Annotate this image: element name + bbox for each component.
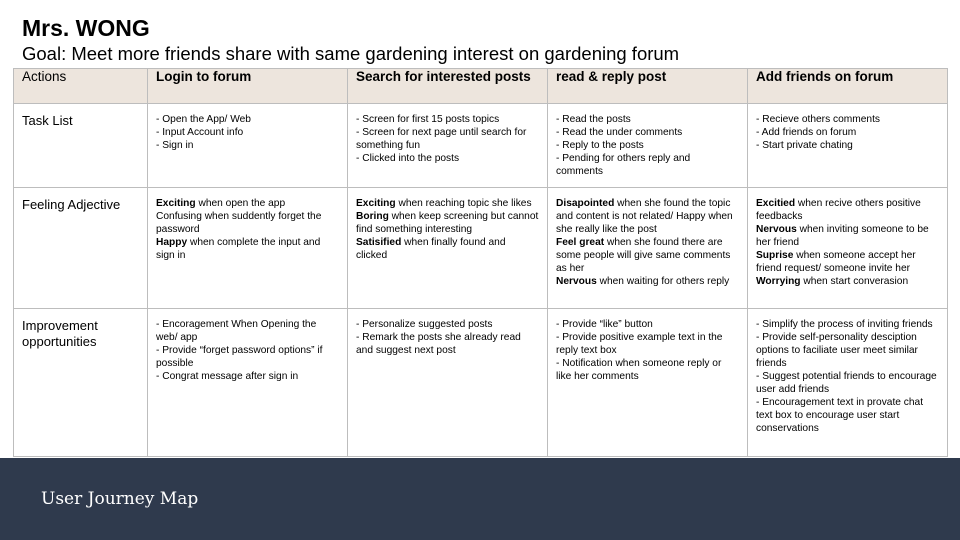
cell-line: Boring when keep screening but cannot find something interesting [356, 211, 539, 235]
footer-title: User Journey Map [41, 489, 199, 509]
row-label: Task List [14, 104, 148, 188]
cell-line-emphasis: Nervous [556, 276, 597, 287]
cell-line: Nervous when inviting someone to be her friend [756, 224, 929, 248]
cell-line: Exciting when reaching topic she likes [356, 198, 532, 209]
journey-map-table [13, 68, 948, 457]
table-cell [748, 188, 948, 309]
table-row-feeling-adjective [14, 188, 948, 309]
header-cell-read-reply: read & reply post [548, 69, 748, 104]
cell-line: - Encouragement text in provate chat text box to encourage user start conservations [756, 397, 924, 434]
table-cell [548, 104, 748, 188]
cell-line: - Start private chating [756, 140, 853, 151]
page-title: Mrs. WONG [22, 15, 150, 41]
table-cell [748, 104, 948, 188]
header-cell-search: Search for interested posts [348, 69, 548, 104]
cell-line-emphasis: Worrying [756, 276, 801, 287]
cell-line: - Screen for next page until search for something fun [356, 127, 527, 151]
cell-line-emphasis: Satisified [356, 237, 402, 248]
cell-line: Worrying when start converasion [756, 276, 909, 287]
cell-line: - Provide positive example text in the reply text box [556, 332, 723, 356]
cell-line: Disapointed when she found the topic and content is not related/ Happy when she really like the post [556, 198, 733, 235]
table-cell [548, 309, 748, 457]
cell-line: - Read the under comments [556, 127, 683, 138]
table-cell [348, 188, 548, 309]
cell-line: - Pending for others reply and comments [556, 153, 691, 177]
cell-line: - Clicked into the posts [356, 153, 460, 164]
cell-line: - Screen for first 15 posts topics [356, 114, 500, 125]
cell-line: Happy when complete the input and sign in [156, 237, 321, 261]
table-cell [348, 309, 548, 457]
cell-line: - Provide self-personality desciption options to faciliate user meet similar friends [756, 332, 918, 369]
cell-line: - Open the App/ Web [156, 114, 251, 125]
cell-line: - Simplify the process of inviting friends [756, 319, 933, 330]
cell-line: Feel great when she found there are some people will give same comments as her [556, 237, 731, 274]
header-cell-actions: Actions [14, 69, 148, 104]
cell-line: - Remark the posts she already read and suggest next post [356, 332, 521, 356]
cell-line: Suprise when someone accept her friend request/ someone invite her [756, 250, 916, 274]
header-cell-add-friends: Add friends on forum [748, 69, 948, 104]
footer-bar [0, 458, 960, 540]
cell-line: - Reply to the posts [556, 140, 644, 151]
cell-line: - Provide “forget password options” if possible [156, 345, 323, 369]
cell-line-emphasis: Feel great [556, 237, 605, 248]
cell-line: - Provide “like” button [556, 319, 653, 330]
cell-line: - Encoragement When Opening the web/ app [156, 319, 317, 343]
cell-line-emphasis: Suprise [756, 250, 794, 261]
cell-line-emphasis: Boring [356, 211, 389, 222]
row-label: Feeling Adjective [14, 188, 148, 309]
cell-line: - Personalize suggested posts [356, 319, 493, 330]
table-header-row [14, 69, 948, 104]
table-cell [148, 104, 348, 188]
cell-line-emphasis: Exciting [356, 198, 396, 209]
cell-line: Exciting when open the app [156, 198, 286, 209]
cell-line-emphasis: Excitied [756, 198, 796, 209]
cell-line: - Sign in [156, 140, 194, 151]
cell-line: - Read the posts [556, 114, 631, 125]
cell-line: - Recieve others comments [756, 114, 880, 125]
cell-line: Confusing when suddently forget the password [156, 211, 322, 235]
table-cell [148, 309, 348, 457]
cell-line-emphasis: Happy [156, 237, 188, 248]
cell-line: - Notification when someone reply or like her comments [556, 358, 722, 382]
cell-line: - Congrat message after sign in [156, 371, 299, 382]
table-cell [148, 188, 348, 309]
table-row-task-list [14, 104, 948, 188]
cell-line: - Add friends on forum [756, 127, 857, 138]
table-cell [548, 188, 748, 309]
table-cell [748, 309, 948, 457]
table-cell [348, 104, 548, 188]
table-row-improvement-opportunities [14, 309, 948, 457]
cell-line: Excitied when recive others positive feedbacks [756, 198, 921, 222]
cell-line-emphasis: Nervous [756, 224, 797, 235]
cell-line: Nervous when waiting for others reply [556, 276, 730, 287]
cell-line: - Suggest potential friends to encourage user add friends [756, 371, 937, 395]
cell-line: Satisified when finally found and clicked [356, 237, 506, 261]
row-label: Improvement opportunities [14, 309, 148, 457]
cell-line: - Input Account info [156, 127, 244, 138]
header-cell-login: Login to forum [148, 69, 348, 104]
cell-line-emphasis: Exciting [156, 198, 196, 209]
cell-line-emphasis: Disapointed [556, 198, 615, 209]
goal-subtitle: Goal: Meet more friends share with same gardening interest on gardening forum [22, 43, 680, 64]
